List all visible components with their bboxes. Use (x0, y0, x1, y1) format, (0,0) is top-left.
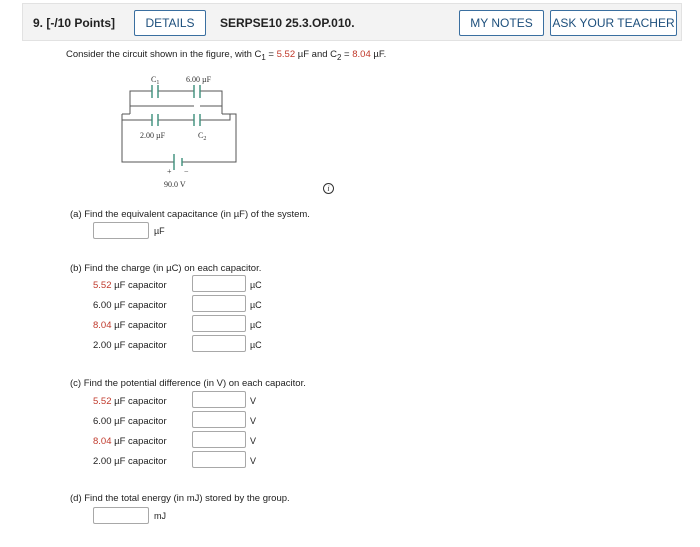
part-c-input-3[interactable] (192, 431, 246, 448)
intro-sub1: 1 (261, 52, 266, 62)
problem-code: SERPSE10 25.3.OP.010. (220, 16, 355, 30)
cap-text: µF capacitor (111, 416, 167, 427)
wire (130, 98, 194, 106)
intro-end: µF. (370, 49, 387, 60)
part-b-unit: µC (250, 300, 262, 310)
part-c-row-label (93, 456, 167, 467)
problem-intro (66, 49, 386, 62)
part-b-unit: µC (250, 340, 262, 350)
part-c-row-label (93, 416, 167, 427)
intro-mid: µF and C (295, 49, 338, 60)
wire (130, 91, 152, 98)
cap-value: 8.04 (93, 320, 112, 331)
part-a-prompt: (a) Find the equivalent capacitance (in µF) of the system. (70, 209, 310, 220)
part-b-row-label (93, 280, 167, 291)
circuit-diagram (110, 70, 250, 194)
c1-value: 5.52 (276, 49, 296, 60)
battery-plus: + (167, 167, 172, 176)
part-c-unit: V (250, 416, 257, 426)
part-c-unit: V (250, 456, 257, 466)
my-notes-button[interactable]: MY NOTES (459, 10, 544, 36)
battery-voltage: 90.0 V (164, 180, 186, 189)
part-b-input-1[interactable] (192, 275, 246, 292)
intro-sub2: 2 (337, 52, 342, 62)
part-b-input-2[interactable] (192, 295, 246, 312)
label-600: 6.00 µF (186, 75, 212, 84)
part-b-row-label (93, 320, 167, 331)
cap-text: µF capacitor (111, 280, 167, 291)
cap-value: 2.00 (93, 456, 112, 467)
wire (200, 114, 230, 120)
part-c-unit: V (250, 396, 257, 406)
part-c-input-1[interactable] (192, 391, 246, 408)
wire (200, 91, 222, 98)
battery-minus: − (184, 167, 189, 176)
part-c-row-label (93, 396, 167, 407)
part-d-prompt: (d) Find the total energy (in mJ) stored by the group. (70, 493, 290, 504)
part-b-prompt: (b) Find the charge (in µC) on each capacitor. (70, 263, 262, 274)
cap-text: µF capacitor (111, 396, 167, 407)
question-points: 9. [-/10 Points] (33, 16, 116, 30)
part-c-input-2[interactable] (192, 411, 246, 428)
part-d-unit: mJ (154, 511, 166, 521)
cap-value: 5.52 (93, 396, 112, 407)
cap-text: µF capacitor (111, 436, 167, 447)
part-b-row-label (93, 300, 167, 311)
part-b-unit: µC (250, 320, 262, 330)
info-icon[interactable]: i (323, 183, 334, 194)
part-d-input[interactable] (93, 507, 149, 524)
part-a-unit: µF (154, 226, 165, 236)
cap-value: 6.00 (93, 416, 112, 427)
part-b-input-4[interactable] (192, 335, 246, 352)
cap-value: 2.00 (93, 340, 112, 351)
cap-text: µF capacitor (111, 340, 167, 351)
cap-value: 6.00 (93, 300, 112, 311)
part-c-row-label (93, 436, 167, 447)
part-b-input-3[interactable] (192, 315, 246, 332)
part-c-prompt: (c) Find the potential difference (in V) on each capacitor. (70, 378, 306, 389)
label-200: 2.00 µF (140, 131, 166, 140)
label-c2: $C_2$ (198, 131, 207, 142)
label-c1: $C_1$ (151, 75, 160, 86)
intro-text: Consider the circuit shown in the figure, with C (66, 49, 262, 60)
details-button[interactable]: DETAILS (134, 10, 206, 36)
wire (182, 114, 236, 162)
cap-text: µF capacitor (111, 320, 167, 331)
cap-value: 8.04 (93, 436, 112, 447)
cap-text: µF capacitor (111, 300, 167, 311)
part-b-unit: µC (250, 280, 262, 290)
wire (200, 98, 222, 106)
part-c-input-4[interactable] (192, 451, 246, 468)
part-a-input[interactable] (93, 222, 149, 239)
part-c-unit: V (250, 436, 257, 446)
wire (122, 114, 152, 120)
intro-eq1: = (265, 49, 277, 60)
intro-eq2: = (341, 49, 353, 60)
part-b-row-label (93, 340, 167, 351)
question-header (22, 3, 682, 41)
cap-text: µF capacitor (111, 456, 167, 467)
cap-value: 5.52 (93, 280, 112, 291)
c2-value: 8.04 (352, 49, 371, 60)
ask-teacher-button[interactable]: ASK YOUR TEACHER (550, 10, 677, 36)
